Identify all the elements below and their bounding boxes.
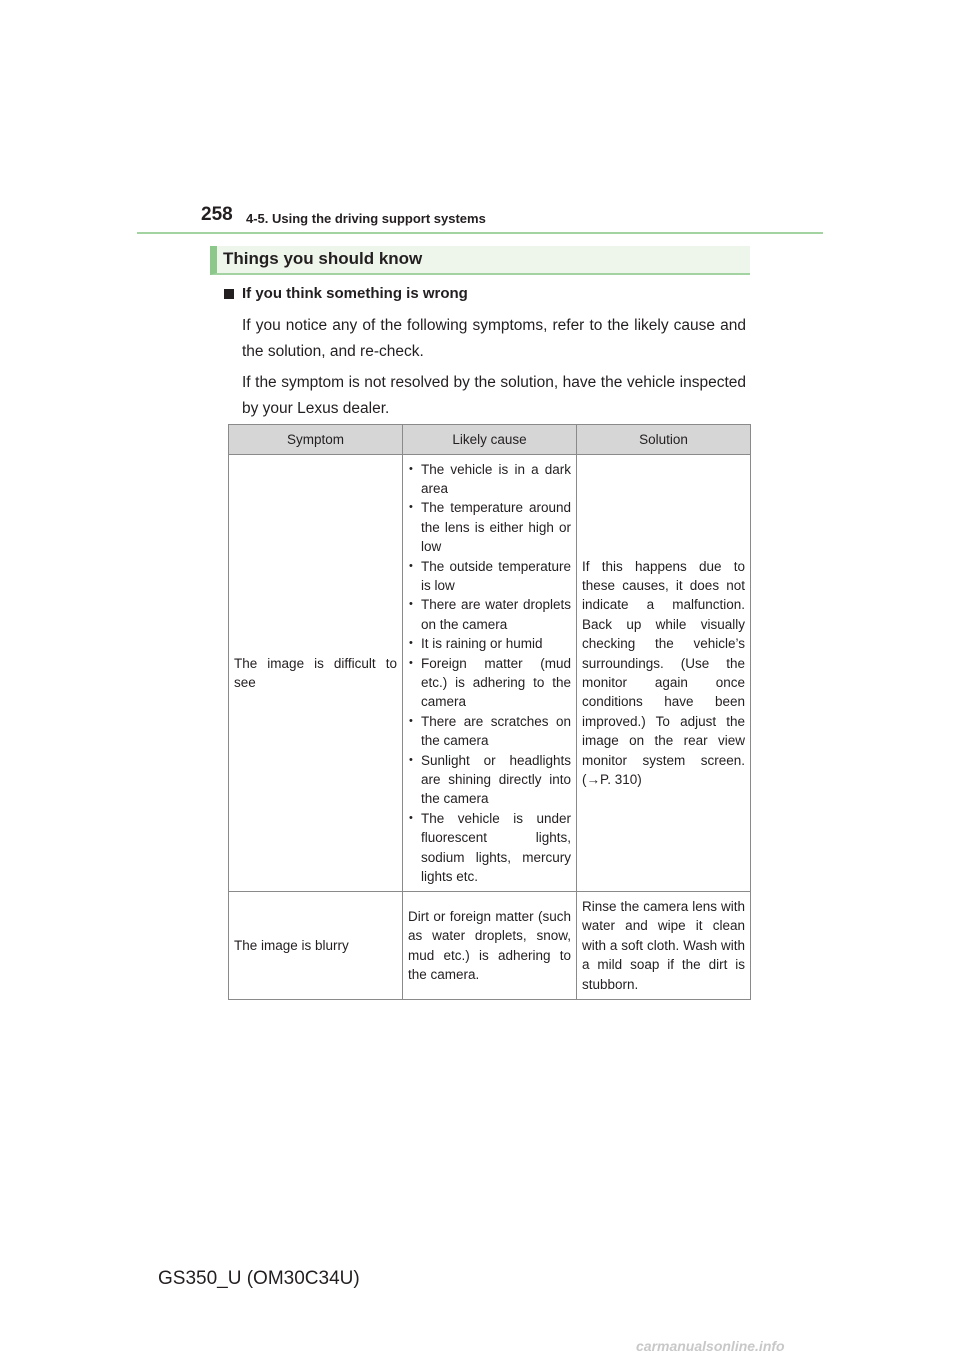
cause-item: • The outside temperature is low [408, 557, 571, 596]
instruction-paragraph: If you notice any of the following symptoms, refer to the likely cause and the solution, and re-check. [242, 317, 746, 360]
cause-cell: Dirt or foreign matter (such as water droplets, snow, mud etc.) is adhering to the camera. [403, 892, 577, 1000]
header-divider [137, 232, 823, 234]
info-box-title: Things you should know [210, 246, 750, 275]
cause-item: • It is raining or humid [408, 634, 571, 653]
header-likely-cause: Likely cause [403, 425, 577, 455]
sub-heading-text: If you think something is wrong [242, 285, 468, 302]
cause-item: • The vehicle is under fluorescent lights, sodium lights, mercury lights etc. [408, 809, 571, 887]
symptom-cell: The image is difficult to see [229, 455, 403, 892]
cause-cell [403, 455, 577, 892]
cause-item: • Sunlight or headlights are shining directly into the camera [408, 751, 571, 809]
model-code: GS350_U (OM30C34U) [158, 1268, 360, 1289]
cause-item: • Foreign matter (mud etc.) is adhering to the camera [408, 654, 571, 712]
section-title: 4-5. Using the driving support systems [246, 211, 486, 226]
cause-item: • The temperature around the lens is either high or low [408, 498, 571, 556]
symptom-table [228, 424, 751, 1000]
page-number: 258 [201, 204, 233, 225]
cause-item: • There are scratches on the camera [408, 712, 571, 751]
table-row [229, 455, 751, 892]
watermark: carmanualsonline.info [636, 1338, 785, 1354]
cause-list [408, 460, 571, 887]
solution-cell: If this happens due to these causes, it does not indicate a malfunction. Back up while visually checking the vehicle’s surroundings. (Use the monitor again once conditions have been improved.) To adjust the image on the rear view monitor system screen. (→P. 310) [577, 455, 751, 892]
solution-cell: Rinse the camera lens with water and wipe it clean with a soft cloth. Wash with a mild soap if the dirt is stubborn. [577, 892, 751, 1000]
dealer-paragraph: If the symptom is not resolved by the solution, have the vehicle inspected by your Lexus dealer. [242, 374, 746, 417]
table-header-row [229, 425, 751, 455]
header-symptom: Symptom [229, 425, 403, 455]
cause-item: • The vehicle is in a dark area [408, 460, 571, 499]
table-row [229, 892, 751, 1000]
cause-item: • There are water droplets on the camera [408, 595, 571, 634]
symptom-cell: The image is blurry [229, 892, 403, 1000]
header-solution: Solution [577, 425, 751, 455]
sub-heading [224, 285, 468, 302]
square-bullet-icon [224, 289, 234, 299]
